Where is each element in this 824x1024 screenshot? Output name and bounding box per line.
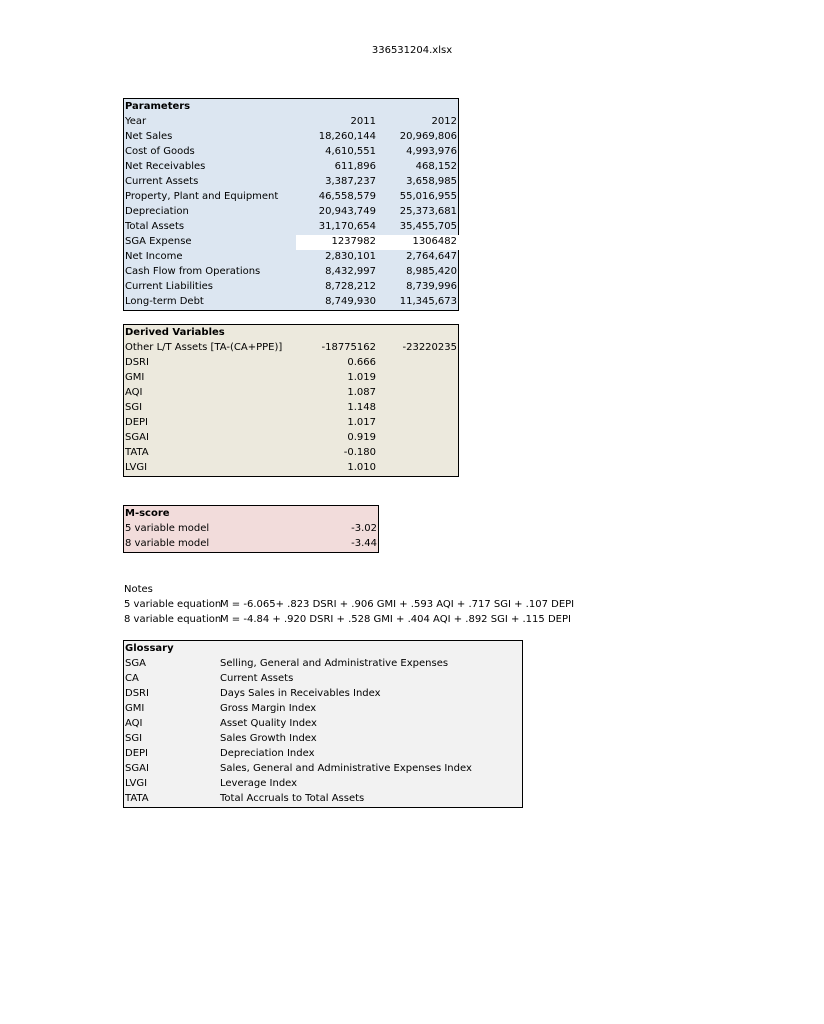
file-name: 336531204.xlsx xyxy=(371,45,453,56)
glossary-term: CA xyxy=(125,673,139,684)
derived-row xyxy=(124,415,458,430)
glossary-term: SGA xyxy=(125,658,146,669)
glossary-definition: Gross Margin Index xyxy=(220,703,317,714)
parameter-label: Current Liabilities xyxy=(125,281,213,292)
parameters-row xyxy=(124,174,458,189)
parameter-value-2011: 3,387,237 xyxy=(325,176,376,187)
parameter-label: SGA Expense xyxy=(125,236,192,247)
m-score-label: 8 variable model xyxy=(125,538,210,549)
m-score-label: 5 variable model xyxy=(125,523,210,534)
parameter-value-2012: 8,985,420 xyxy=(406,266,457,277)
parameters-row xyxy=(124,189,458,204)
parameter-value-2012: 1306482 xyxy=(412,236,457,247)
glossary-title-row xyxy=(124,641,522,656)
glossary-title: Glossary xyxy=(125,643,174,654)
parameter-value-2011: 18,260,144 xyxy=(318,131,376,142)
parameters-row xyxy=(124,114,458,129)
m-score-table xyxy=(123,505,379,553)
parameter-label: Net Receivables xyxy=(125,161,206,172)
glossary-term: DSRI xyxy=(125,688,149,699)
glossary-definition: Asset Quality Index xyxy=(220,718,317,729)
glossary-row xyxy=(124,701,522,716)
parameters-row xyxy=(124,234,458,249)
parameter-label: Cash Flow from Operations xyxy=(125,266,261,277)
parameter-label: Current Assets xyxy=(125,176,199,187)
derived-row xyxy=(124,385,458,400)
glossary-definition: Depreciation Index xyxy=(220,748,315,759)
glossary-term: AQI xyxy=(125,718,143,729)
parameters-row xyxy=(124,219,458,234)
notes-row xyxy=(124,612,571,627)
parameter-value-2011: 8,749,930 xyxy=(325,296,376,307)
derived-label: AQI xyxy=(125,387,143,398)
m-score-title: M-score xyxy=(125,508,170,519)
derived-value: 1.087 xyxy=(347,387,376,398)
glossary-definition: Selling, General and Administrative Expenses xyxy=(220,658,449,669)
derived-row xyxy=(124,445,458,460)
glossary-term: SGAI xyxy=(125,763,149,774)
glossary-term: GMI xyxy=(125,703,145,714)
derived-value: -18775162 xyxy=(321,342,376,353)
parameter-value-2012: 2012 xyxy=(431,116,457,127)
derived-label: Other L/T Assets [TA-(CA+PPE)] xyxy=(125,342,283,353)
glossary-definition: Current Assets xyxy=(220,673,294,684)
glossary-row xyxy=(124,791,522,806)
glossary-term: SGI xyxy=(125,733,143,744)
derived-title-row xyxy=(124,325,458,340)
derived-value: -0.180 xyxy=(343,447,376,458)
glossary-row xyxy=(124,761,522,776)
m-score-row xyxy=(124,521,378,536)
parameter-value-2012: 11,345,673 xyxy=(399,296,457,307)
notes-title: Notes xyxy=(124,584,153,595)
glossary-definition: Days Sales in Receivables Index xyxy=(220,688,381,699)
parameters-row xyxy=(124,129,458,144)
derived-value: 0.666 xyxy=(347,357,376,368)
parameter-label: Year xyxy=(125,116,147,127)
parameters-title-row xyxy=(124,99,458,114)
derived-label: LVGI xyxy=(125,462,148,473)
parameter-value-2011: 4,610,551 xyxy=(325,146,376,157)
parameter-value-2012: 468,152 xyxy=(415,161,457,172)
parameter-value-2012: 8,739,996 xyxy=(406,281,457,292)
parameters-row xyxy=(124,279,458,294)
m-score-value: -3.44 xyxy=(351,538,377,549)
glossary-row xyxy=(124,671,522,686)
derived-label: DSRI xyxy=(125,357,149,368)
parameter-value-2011: 2011 xyxy=(350,116,376,127)
derived-title: Derived Variables xyxy=(125,327,225,338)
notes-section xyxy=(124,582,575,627)
parameters-row xyxy=(124,264,458,279)
glossary-row xyxy=(124,776,522,791)
glossary-definition: Sales Growth Index xyxy=(220,733,317,744)
parameter-label: Net Sales xyxy=(125,131,173,142)
parameter-value-2012: 25,373,681 xyxy=(399,206,457,217)
parameter-value-2012: 20,969,806 xyxy=(399,131,457,142)
glossary-table xyxy=(123,640,523,808)
glossary-term: DEPI xyxy=(125,748,148,759)
parameter-label: Cost of Goods xyxy=(125,146,195,157)
glossary-row xyxy=(124,686,522,701)
parameter-value-2011: 1237982 xyxy=(331,236,376,247)
derived-row xyxy=(124,460,458,475)
parameters-row xyxy=(124,144,458,159)
glossary-row xyxy=(124,716,522,731)
parameter-value-2011: 8,728,212 xyxy=(325,281,376,292)
notes-title-row xyxy=(124,582,524,597)
glossary-row xyxy=(124,731,522,746)
m-score-row xyxy=(124,536,378,551)
parameters-row xyxy=(124,159,458,174)
notes-row xyxy=(124,597,575,612)
derived-value: 1.148 xyxy=(347,402,376,413)
notes-label: 5 variable equation xyxy=(124,599,222,610)
derived-value-2: -23220235 xyxy=(402,342,457,353)
parameter-label: Total Assets xyxy=(125,221,185,232)
parameters-row xyxy=(124,249,458,264)
glossary-definition: Total Accruals to Total Assets xyxy=(220,793,365,804)
parameter-label: Property, Plant and Equipment xyxy=(125,191,279,202)
parameter-value-2011: 611,896 xyxy=(334,161,376,172)
derived-row xyxy=(124,355,458,370)
derived-label: TATA xyxy=(125,447,149,458)
parameter-label: Net Income xyxy=(125,251,183,262)
parameters-table xyxy=(123,98,459,311)
parameters-row xyxy=(124,294,458,309)
parameter-value-2011: 2,830,101 xyxy=(325,251,376,262)
derived-value: 1.017 xyxy=(347,417,376,428)
parameters-row xyxy=(124,204,458,219)
parameter-value-2011: 46,558,579 xyxy=(318,191,376,202)
parameter-value-2012: 4,993,976 xyxy=(406,146,457,157)
glossary-definition: Sales, General and Administrative Expenses Index xyxy=(220,763,472,774)
m-score-value: -3.02 xyxy=(351,523,377,534)
derived-value: 1.019 xyxy=(347,372,376,383)
derived-row xyxy=(124,340,458,355)
notes-label: 8 variable equation xyxy=(124,614,222,625)
parameter-value-2012: 55,016,955 xyxy=(399,191,457,202)
derived-row xyxy=(124,400,458,415)
parameters-title: Parameters xyxy=(125,101,191,112)
derived-label: GMI xyxy=(125,372,145,383)
parameter-value-2012: 35,455,705 xyxy=(399,221,457,232)
glossary-definition: Leverage Index xyxy=(220,778,298,789)
parameter-value-2011: 8,432,997 xyxy=(325,266,376,277)
derived-row xyxy=(124,370,458,385)
derived-label: SGAI xyxy=(125,432,149,443)
glossary-term: TATA xyxy=(125,793,149,804)
parameter-value-2011: 31,170,654 xyxy=(318,221,376,232)
glossary-row xyxy=(124,656,522,671)
parameter-value-2012: 3,658,985 xyxy=(406,176,457,187)
parameter-value-2012: 2,764,647 xyxy=(406,251,457,262)
glossary-row xyxy=(124,746,522,761)
notes-equation: M = -4.84 + .920 DSRI + .528 GMI + .404 AQI + .892 SGI + .115 DEPI xyxy=(220,614,571,625)
derived-value: 1.010 xyxy=(347,462,376,473)
derived-row xyxy=(124,430,458,445)
derived-variables-table xyxy=(123,324,459,477)
derived-label: SGI xyxy=(125,402,143,413)
notes-equation: M = -6.065+ .823 DSRI + .906 GMI + .593 AQI + .717 SGI + .107 DEPI xyxy=(220,599,575,610)
m-score-title-row xyxy=(124,506,378,521)
derived-label: DEPI xyxy=(125,417,148,428)
parameter-value-2011: 20,943,749 xyxy=(318,206,376,217)
derived-value: 0.919 xyxy=(347,432,376,443)
parameter-label: Depreciation xyxy=(125,206,189,217)
glossary-term: LVGI xyxy=(125,778,148,789)
parameter-label: Long-term Debt xyxy=(125,296,204,307)
